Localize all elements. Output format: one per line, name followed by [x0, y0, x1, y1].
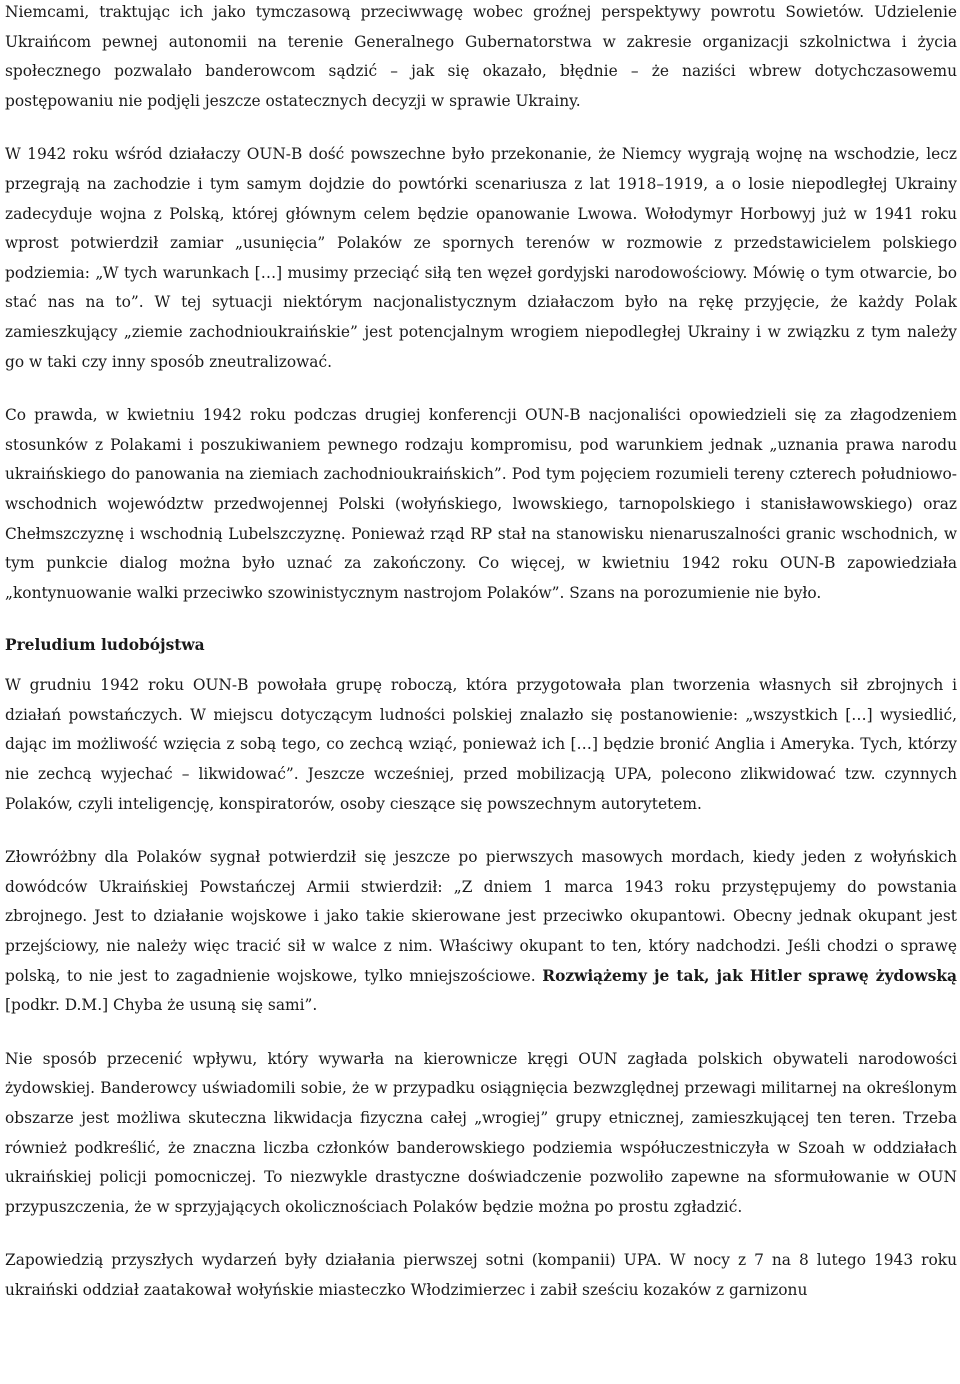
paragraph-5-text-after: [podkr. D.M.] Chyba że usuną się sami”.: [5, 996, 318, 1015]
paragraph-2: W 1942 roku wśród działaczy OUN-B dość powszechne było przekonanie, że Niemcy wygrają wojnę na wschodzie, lecz przegrają na zachodzie i tym samym dojdzie do powtórki scenariusza z lat 1918–1919, a o losie niepodległej Ukrainy zadecyduje wojna z Polską, której głównym celem będzie opanowanie Lwowa. Wołodymyr Horbowyj już w 1941 roku wprost potwierdził zamiar „usunięcia” Polaków ze spornych terenów w rozmowie z przedstawicielem polskiego podziemia: „W tych warunkach […] musimy przeciąć siłą ten węzeł gordyjski narodowościowy. Mówię o tym otwarcie, bo stać nas na to”. W tej sytuacji niektórym nacjonalistycznym działaczom było na rękę przyjęcie, że każdy Polak zamieszkujący „ziemie zachodnioukraińskie” jest potencjalnym wrogiem niepodległej Ukrainy i w związku z tym należy go w taki czy inny sposób zneutralizować.: [5, 145, 957, 371]
paragraph-6: Nie sposób przecenić wpływu, który wywarła na kierownicze kręgi OUN zagłada polskich obywateli narodowości żydowskiej. Banderowcy uświadomili sobie, że w przypadku osiągnięcia bezwzględnej przewagi militarnej na określonym obszarze jest możliwa skuteczna likwidacja fizyczna całej „wrogiej” grupy etnicznej, zamieszkującej ten teren. Trzeba również podkreślić, że znaczna liczba członków banderowskiego podziemia współuczestniczyła w Szoah w oddziałach ukraińskiej policji pomocniczej. To niezwykle drastyczne doświadczenie pozwoliło zapewne na sformułowanie w OUN przypuszczenia, że w sprzyjających okolicznościach Polaków będzie można po prostu zgładzić.: [5, 1049, 957, 1216]
document-page: [5, 0, 957, 1330]
paragraph-4: W grudniu 1942 roku OUN-B powołała grupę roboczą, która przygotowała plan tworzenia własnych sił zbrojnych i działań powstańczych. W miejscu dotyczącym ludności polskiej znalazło się postanowienie: „wszystkich […] wysiedlić, dając im możliwość wzięcia z sobą tego, co zechcą wziąć, ponieważ ich […] będzie bronić Anglia i Ameryka. Tych, którzy nie zechcą wyjechać – likwidować”. Jeszcze wcześniej, przed mobilizacją UPA, polecono zlikwidować tzw. czynnych Polaków, czyli inteligencję, konspiratorów, osoby cieszące się powszechnym autorytetem.: [5, 676, 957, 813]
section-heading: Preludium ludobójstwa: [5, 636, 205, 655]
paragraph-7: Zapowiedzią przyszłych wydarzeń były działania pierwszej sotni (kompanii) UPA. W nocy z 7 na 8 lutego 1943 roku ukraiński oddział zaatakował wołyńskie miasteczko Włodzimierzec i zabił sześciu kozaków z garnizonu: [5, 1251, 957, 1299]
paragraph-5-text-before: Złowróżbny dla Polaków sygnał potwierdził się jeszcze po pierwszych masowych mordach, kiedy jeden z wołyńskich dowódców Ukraińskiej Powstańczej Armii stwierdził: „Z dniem 1 marca 1943 roku przystępujemy do powstania zbrojnego. Jest to działanie wojskowe i jako takie skierowane jest przeciwko okupantowi. Obecny jednak okupant jest przejściowy, nie należy więc tracić sił w walce z nim. Właściwy okupant to ten, który nadchodzi. Jeśli chodzi o sprawę polską, to nie jest to zagadnienie wojskowe, tylko mniejszościowe.: [5, 848, 957, 985]
paragraph-5-bold-quote: Rozwiążemy je tak, jak Hitler sprawę żydowską: [542, 966, 957, 985]
paragraph-3: Co prawda, w kwietniu 1942 roku podczas drugiej konferencji OUN-B nacjonaliści opowiedzieli się za złagodzeniem stosunków z Polakami i poszukiwaniem pewnego rodzaju kompromisu, pod warunkiem jednak „uznania prawa narodu ukraińskiego do panowania na ziemiach zachodnioukraińskich”. Pod tym pojęciem rozumieli tereny czterech południowo-wschodnich województw przedwojennej Polski (wołyńskiego, lwowskiego, tarnopolskiego i stanisławowskiego) oraz Chełmszczyznę i wschodnią Lubelszczyznę. Ponieważ rząd RP stał na stanowisku nienaruszalności granic wschodnich, w tym punkcie dialog można było uznać za zakończony. Co więcej, w kwietniu 1942 roku OUN-B zapowiedziała „kontynuowanie walki przeciwko szowinistycznym nastrojom Polaków”. Szans na porozumienie nie było.: [5, 406, 957, 602]
paragraph-5: [5, 843, 957, 1021]
paragraph-1: Niemcami, traktując ich jako tymczasową przeciwwagę wobec groźnej perspektywy powrotu Sowietów. Udzielenie Ukraińcom pewnej autonomii na terenie Generalnego Gubernatorstwa w zakresie organizacji szkolnictwa i życia społecznego pozwalało banderowcom sądzić – jak się okazało, błędnie – że naziści wbrew dotychczasowemu postępowaniu nie podjęli jeszcze ostatecznych decyzji w sprawie Ukrainy.: [5, 3, 957, 110]
